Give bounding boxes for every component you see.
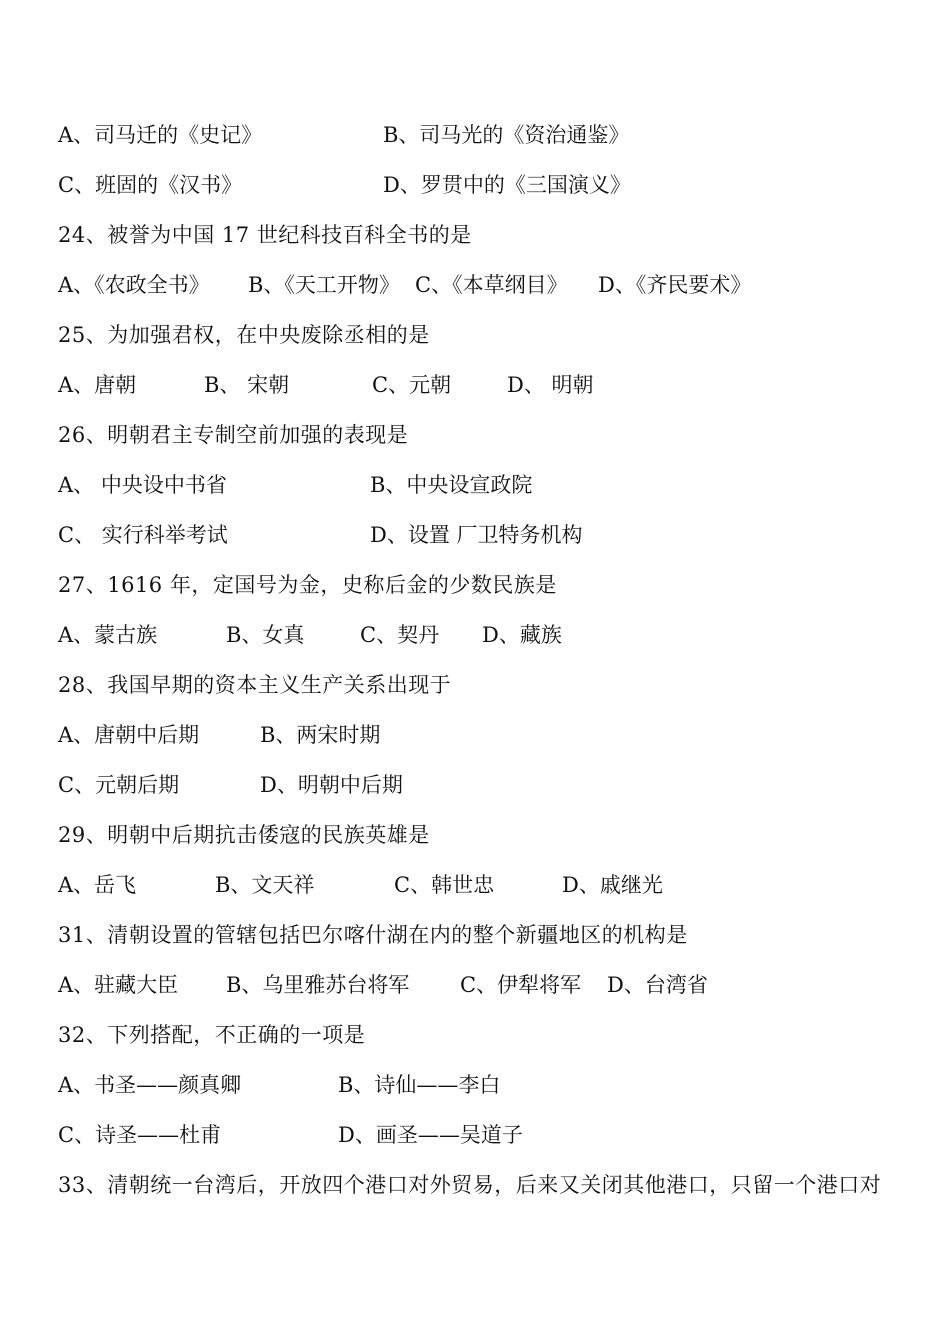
answer-option: A、唐朝 [58,373,137,397]
answer-option: D、戚继光 [562,873,663,897]
answer-option: A、司马迁的《史记》 [58,123,263,147]
answer-option: C、伊犁将军 [460,973,582,997]
answer-option: D、画圣——吴道子 [338,1123,523,1147]
answer-option: D、设置 厂卫特务机构 [370,523,583,547]
answer-option: B、 宋朝 [204,373,290,397]
answer-option: C、元朝 [372,373,452,397]
answer-option: B、中央设宣政院 [370,473,533,497]
answer-option: C、 实行科举考试 [58,523,228,547]
answer-option: C、班固的《汉书》 [58,173,243,197]
answer-option: B、司马光的《资治通鉴》 [383,123,630,147]
answer-option: A、驻藏大臣 [58,973,179,997]
answer-option: D、明朝中后期 [260,773,403,797]
answer-option: A、《农政全书》 [58,273,210,297]
answer-option: B、两宋时期 [260,723,381,747]
question-text: 33、清朝统一台湾后，开放四个港口对外贸易，后来又关闭其他港口，只留一个港口对 [58,1173,882,1197]
answer-option: B、诗仙——李白 [338,1073,501,1097]
answer-option: C、诗圣——杜甫 [58,1123,222,1147]
answer-option: D、台湾省 [607,973,708,997]
answer-option: D、 明朝 [507,373,594,397]
answer-option: B、女真 [226,623,305,647]
answer-option: C、《本草纲目》 [415,273,568,297]
answer-option: A、蒙古族 [58,623,158,647]
answer-option: B、乌里雅苏台将军 [226,973,410,997]
answer-option: A、唐朝中后期 [58,723,200,747]
answer-option: C、韩世忠 [394,873,495,897]
question-text: 25、为加强君权，在中央废除丞相的是 [58,323,430,347]
answer-option: A、书圣——颜真卿 [58,1073,242,1097]
answer-option: C、元朝后期 [58,773,180,797]
answer-option: B、《天工开物》 [248,273,400,297]
answer-option: D、罗贯中的《三国演义》 [383,173,631,197]
answer-option: B、文天祥 [215,873,315,897]
answer-option: D、《齐民要术》 [598,273,752,297]
answer-option: A、 中央设中书省 [58,473,227,497]
question-text: 31、清朝设置的管辖包括巴尔喀什湖在内的整个新疆地区的机构是 [58,923,688,947]
question-text: 26、明朝君主专制空前加强的表现是 [58,423,409,447]
question-text: 27、1616 年，定国号为金，史称后金的少数民族是 [58,573,557,597]
answer-option: D、藏族 [482,623,562,647]
question-text: 29、明朝中后期抗击倭寇的民族英雄是 [58,823,430,847]
question-text: 32、下列搭配，不正确的一项是 [58,1023,366,1047]
answer-option: A、岳飞 [58,873,137,897]
question-text: 28、我国早期的资本主义生产关系出现于 [58,673,452,697]
answer-option: C、契丹 [360,623,440,647]
question-text: 24、被誉为中国 17 世纪科技百科全书的是 [58,223,472,247]
